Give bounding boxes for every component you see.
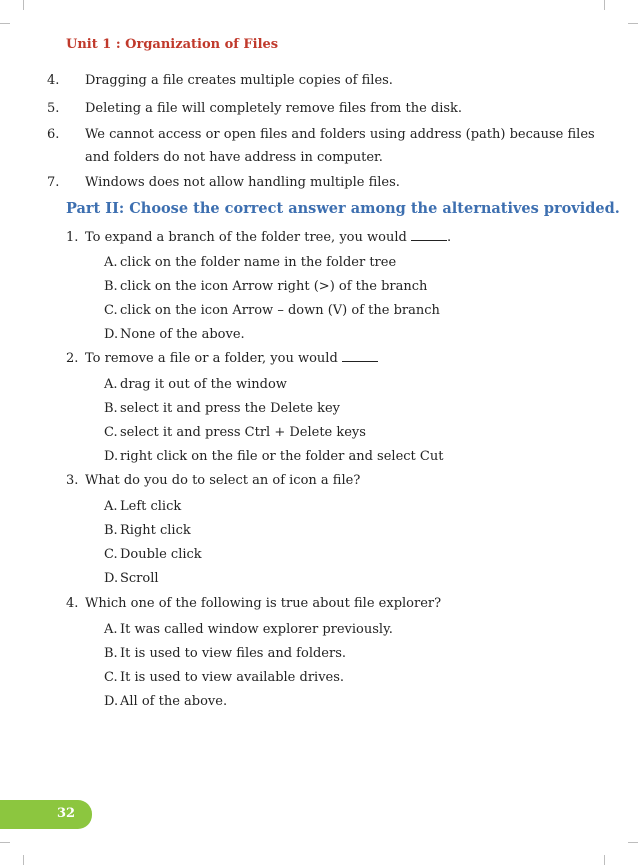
page-number-tab [0,800,92,829]
question-number: 3. [66,473,79,488]
option-text: It is used to view files and folders. [120,646,347,661]
option-letter: D. [104,694,119,709]
option-item [104,668,344,688]
option-letter: B. [104,401,118,416]
option-letter: C. [104,670,118,685]
option-letter: B. [104,646,118,661]
answer-blank [411,228,447,241]
option-item [104,253,396,273]
question-text: What do you do to select an of icon a file? [85,473,361,488]
option-text: None of the above. [120,327,245,342]
crop-mark [628,23,638,24]
option-letter: C. [104,303,118,318]
option-item [104,325,245,345]
option-text: Scroll [120,571,159,586]
crop-mark [23,855,24,865]
option-text: select it and press the Delete key [120,401,341,416]
option-item [104,447,443,467]
statement-number: 5. [47,101,60,116]
option-text: Double click [120,547,202,562]
option-letter: B. [104,279,118,294]
statement-text: Deleting a file will completely remove files from the disk. [85,101,463,116]
question-tail: . [446,230,452,245]
option-item [104,423,366,443]
statement-number: 7. [47,175,60,190]
unit-title: Unit 1 : Organization of Files [66,37,279,52]
option-letter: C. [104,425,118,440]
option-letter: A. [104,255,118,270]
question-number: 1. [66,230,79,245]
option-letter: B. [104,523,118,538]
crop-mark [604,0,605,10]
option-text: select it and press Ctrl + Delete keys [120,425,366,440]
option-item [104,521,191,541]
option-item [104,620,393,640]
option-item [104,569,159,589]
statement-number: 4. [47,73,60,88]
option-item [104,692,227,712]
option-item [104,301,440,321]
option-text: Left click [120,499,182,514]
statement-text: We cannot access or open files and folders using address (path) because files and folders do not have address in computer. [85,127,595,165]
answer-blank [342,349,378,362]
statement-text: Windows does not allow handling multiple files. [85,175,400,190]
question-text: Which one of the following is true about file explorer? [85,596,442,611]
crop-mark [0,23,10,24]
statement-number: 6. [47,127,60,142]
option-item [104,399,340,419]
option-text: click on the icon Arrow right (>) of the branch [120,279,428,294]
question-item [66,592,576,615]
option-letter: A. [104,377,118,392]
question-item [66,469,576,492]
option-text: All of the above. [120,694,228,709]
statement-text: Dragging a file creates multiple copies of files. [85,73,393,88]
crop-mark [23,0,24,10]
statement-item [47,171,595,194]
crop-mark [604,855,605,865]
question-number: 4. [66,596,79,611]
option-letter: D. [104,327,119,342]
crop-mark [628,842,638,843]
option-text: Right click [120,523,191,538]
option-text: It was called window explorer previously. [120,622,393,637]
option-item [104,375,287,395]
question-item [66,226,576,249]
option-letter: D. [104,571,119,586]
statement-item [47,97,595,120]
option-letter: C. [104,547,118,562]
option-text: drag it out of the window [120,377,287,392]
question-text: To expand a branch of the folder tree, you would [85,230,407,245]
option-text: click on the icon Arrow – down (V) of the branch [120,303,440,318]
part-heading: Part II: Choose the correct answer among the alternatives provided. [66,200,620,217]
question-text: To remove a file or a folder, you would [85,351,338,366]
option-letter: D. [104,449,119,464]
crop-mark [0,842,10,843]
option-text: It is used to view available drives. [120,670,345,685]
option-text: click on the folder name in the folder tree [120,255,397,270]
option-letter: A. [104,622,118,637]
option-item [104,545,202,565]
option-text: right click on the file or the folder and select Cut [120,449,444,464]
option-item [104,277,427,297]
statement-item [47,69,595,92]
question-number: 2. [66,351,79,366]
statement-item [47,123,595,169]
option-letter: A. [104,499,118,514]
question-item [66,347,576,370]
option-item [104,644,346,664]
page-number: 32 [57,806,76,821]
option-item [104,497,181,517]
